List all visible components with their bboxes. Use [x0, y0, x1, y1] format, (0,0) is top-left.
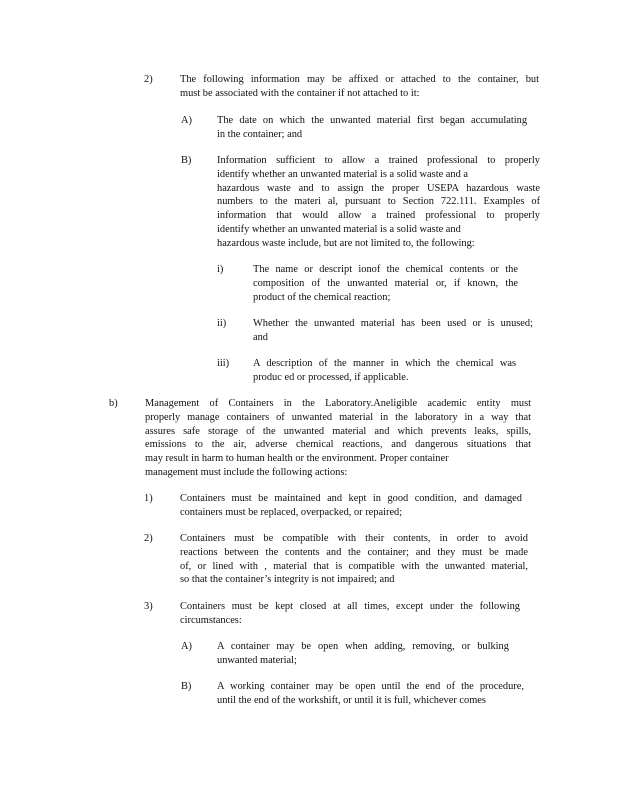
item-text: [217, 114, 527, 142]
text-line: properly manage containers of unwanted material in the laboratory in a way that: [145, 411, 531, 423]
text-line: containers must be replaced, overpacked, or repaired;: [180, 506, 403, 518]
text-line: The date on which the unwanted material first began accumulating: [217, 115, 528, 126]
text-line: The name or descript ionof the chemical contents or the: [253, 264, 518, 275]
text-line: Management of Containers in the Laboratory.Aneligible academic entity must: [145, 398, 532, 409]
text-line: and: [253, 331, 269, 343]
text-line: hazardous waste include, but are not limited to, the following:: [217, 237, 475, 249]
text-line: A container may be open when adding, removing, or bulking: [217, 641, 509, 652]
item-label: iii): [217, 358, 230, 369]
text-line: Whether the unwanted material has been used or is unused;: [253, 318, 533, 329]
item-label: B): [181, 681, 192, 692]
text-line: produc ed or processed, if applicable.: [253, 371, 409, 383]
item-label: 1): [144, 493, 153, 504]
text-line: reactions between the contents and the container; and they must be made: [180, 546, 528, 558]
text-line: so that the container’s integrity is not impaired; and: [180, 574, 395, 586]
text-line: in the container; and: [217, 128, 303, 140]
item-text: [180, 532, 528, 587]
item-label: 2): [144, 74, 153, 85]
text-line: unwanted material;: [217, 654, 297, 666]
item-text: [253, 357, 516, 385]
text-line: information that would allow a trained professional to properly: [217, 210, 540, 222]
item-label: A): [181, 641, 192, 652]
text-line: A working container may be open until the end of the procedure,: [217, 681, 524, 692]
text-line: Containers must be kept closed at all times, except under the following: [180, 601, 521, 612]
text-line: composition of the unwanted material or, if known, the: [253, 277, 519, 289]
item-text: [180, 492, 522, 520]
text-line: The following information may be affixed or attached to the container, but: [180, 74, 539, 85]
item-text: [217, 640, 509, 668]
text-line: numbers to the materi al, pursuant to Section 722.111. Examples of: [217, 196, 541, 208]
text-line: assures safe storage of the unwanted material and which prevents leaks, spills,: [145, 425, 532, 437]
item-label: b): [109, 398, 118, 409]
item-text: [253, 317, 533, 345]
text-line: hazardous waste and to assign the proper USEPA hazardous waste: [217, 182, 540, 194]
text-line: Containers must be maintained and kept in good condition, and damaged: [180, 493, 522, 504]
item-label: 3): [144, 601, 153, 612]
item-label: B): [181, 155, 192, 166]
item-text: [217, 154, 540, 251]
text-line: A description of the manner in which the chemical was: [253, 358, 517, 369]
text-line: identify whether an unwanted material is a solid waste and: [217, 223, 461, 235]
text-line: Information sufficient to allow a trained professional to properly: [217, 155, 540, 166]
item-label: ii): [217, 318, 227, 329]
item-text: [253, 263, 518, 304]
text-line: of, or lined with , material that is compatible with the unwanted material,: [180, 560, 528, 572]
item-label: i): [217, 264, 224, 275]
item-text: [180, 73, 539, 101]
item-label: A): [181, 115, 192, 126]
text-line: management must include the following actions:: [145, 466, 348, 478]
item-text: [180, 600, 520, 628]
item-text: [217, 680, 524, 708]
text-line: must be associated with the container if not attached to it:: [180, 87, 420, 99]
text-line: until the end of the workshift, or until it is full, whichever comes: [217, 694, 486, 706]
text-line: circumstances:: [180, 614, 242, 626]
text-line: identify whether an unwanted material is a solid waste and a: [217, 168, 469, 180]
text-line: may result in harm to human health or the environment. Proper container: [145, 453, 449, 465]
item-text: [145, 397, 531, 480]
text-line: Containers must be compatible with their contents, in order to avoid: [180, 533, 528, 544]
text-line: product of the chemical reaction;: [253, 291, 391, 303]
item-label: 2): [144, 533, 153, 544]
text-line: emissions to the air, adverse chemical reactions, and dangerous situations that: [145, 439, 532, 451]
